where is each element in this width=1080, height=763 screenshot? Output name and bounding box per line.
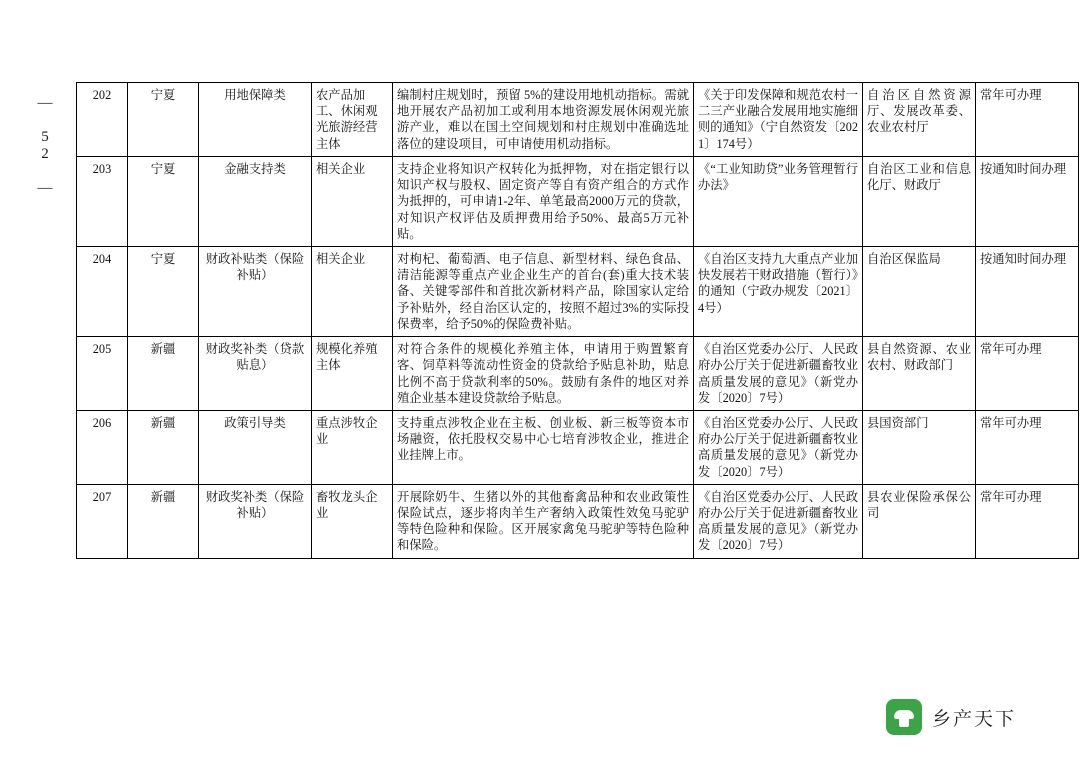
cell-time: 按通知时间办理 [976, 246, 1079, 336]
cell-region: 新疆 [128, 410, 199, 484]
wechat-account-icon [886, 699, 922, 735]
cell-index: 205 [77, 337, 128, 411]
cell-category: 用地保障类 [199, 83, 312, 157]
cell-subject: 相关企业 [312, 246, 393, 336]
cell-content: 对枸杞、葡萄酒、电子信息、新型材料、绿色食品、清洁能源等重点产业企业生产的首台(套)重大技术装备、关键零部件和首批次新材料产品，除国家认定给予补贴外，经自治区认定的，按照不超过3%的实际投保费率，给予50%的保险费补贴。 [393, 246, 694, 336]
cell-region: 新疆 [128, 484, 199, 558]
cell-time: 常年可办理 [976, 410, 1079, 484]
page-number: — 52 — [37, 95, 53, 197]
table-row [77, 410, 1079, 484]
cell-category: 财政补贴类（保险补贴） [199, 246, 312, 336]
cell-subject: 畜牧龙头企业 [312, 484, 393, 558]
table-row [77, 156, 1079, 246]
cell-content: 开展除奶牛、生猪以外的其他畜禽品种和农业政策性保险试点，逐步将肉羊生产奢纳入政策性效兔马驼驴等特色险种和保险。区开展家禽兔马驼驴等特色险种和保险。 [393, 484, 694, 558]
cell-basis: 《自治区党委办公厅、人民政府办公厅关于促进新疆畜牧业高质量发展的意见》（新党办发〔2020〕7号） [694, 484, 863, 558]
cell-department: 自治区保监局 [863, 246, 976, 336]
cell-index: 203 [77, 156, 128, 246]
cell-region: 宁夏 [128, 246, 199, 336]
cell-region: 新疆 [128, 337, 199, 411]
cell-department: 县农业保险承保公司 [863, 484, 976, 558]
cell-index: 206 [77, 410, 128, 484]
cell-time: 按通知时间办理 [976, 156, 1079, 246]
cell-content: 支持重点涉牧企业在主板、创业板、新三板等资本市场融资，依托股权交易中心七培育涉牧企业，推进企业挂牌上市。 [393, 410, 694, 484]
cell-department: 自治区自然资源厅、发展改革委、农业农村厅 [863, 83, 976, 157]
cell-time: 常年可办理 [976, 484, 1079, 558]
cell-content: 对符合条件的规模化养殖主体，申请用于购置繁育客、饲草料等流动性资金的贷款给予贴息补助，贴息比例不高于贷款利率的50%。鼓励有条件的地区对养殖企业基本建设贷款给予贴息。 [393, 337, 694, 411]
cell-subject: 规模化养殖主体 [312, 337, 393, 411]
cell-basis: 《自治区党委办公厅、人民政府办公厅关于促进新疆畜牧业高质量发展的意见》（新党办发〔2020〕7号） [694, 337, 863, 411]
cell-index: 204 [77, 246, 128, 336]
cell-subject: 重点涉牧企业 [312, 410, 393, 484]
footer-watermark [886, 699, 1016, 735]
cell-category: 财政奖补类（贷款贴息） [199, 337, 312, 411]
cell-department: 县自然资源、农业农村、财政部门 [863, 337, 976, 411]
cell-subject: 相关企业 [312, 156, 393, 246]
cell-basis: 《“工业知助贷”业务管理暂行办法》 [694, 156, 863, 246]
footer-logo-label: 乡产天下 [931, 708, 1016, 730]
cell-index: 207 [77, 484, 128, 558]
cell-category: 金融支持类 [199, 156, 312, 246]
cell-time: 常年可办理 [976, 337, 1079, 411]
cell-department: 县国资部门 [863, 410, 976, 484]
policy-table [76, 82, 1079, 559]
cell-content: 支持企业将知识产权转化为抵押物，对在指定银行以知识产权与股权、固定资产等自有资产组合的方式作为抵押的，可申请1-2年、单笔最高2000万元的贷款，对知识产权评估及质押费用给予50%、最高5万元补贴。 [393, 156, 694, 246]
cell-time: 常年可办理 [976, 83, 1079, 157]
cell-basis: 《自治区党委办公厅、人民政府办公厅关于促进新疆畜牧业高质量发展的意见》（新党办发〔2020〕7号） [694, 410, 863, 484]
cell-region: 宁夏 [128, 83, 199, 157]
cell-region: 宁夏 [128, 156, 199, 246]
cell-subject: 农产品加工、休闲观光旅游经营主体 [312, 83, 393, 157]
cell-content: 编制村庄规划时，预留 5%的建设用地机动指标。需就地开展农产品初加工或利用本地资源发展休闲观光旅游产业，难以在国土空间规划和村庄规划中准确选址落位的建设项目，可申请使用机动指标。 [393, 83, 694, 157]
cell-index: 202 [77, 83, 128, 157]
cell-category: 政策引导类 [199, 410, 312, 484]
cell-basis: 《关于印发保障和规范农村一二三产业融合发展用地实施细则的通知》（宁自然资发〔2021〕174号） [694, 83, 863, 157]
table-row [77, 83, 1079, 157]
cell-category: 财政奖补类（保险补贴） [199, 484, 312, 558]
table-row [77, 246, 1079, 336]
cell-basis: 《自治区支持九大重点产业加快发展若干财政措施（暂行）》的通知（宁政办规发〔2021〕4号） [694, 246, 863, 336]
table-row [77, 484, 1079, 558]
table-row [77, 337, 1079, 411]
cell-department: 自治区工业和信息化厅、财政厅 [863, 156, 976, 246]
table-body [77, 83, 1079, 559]
